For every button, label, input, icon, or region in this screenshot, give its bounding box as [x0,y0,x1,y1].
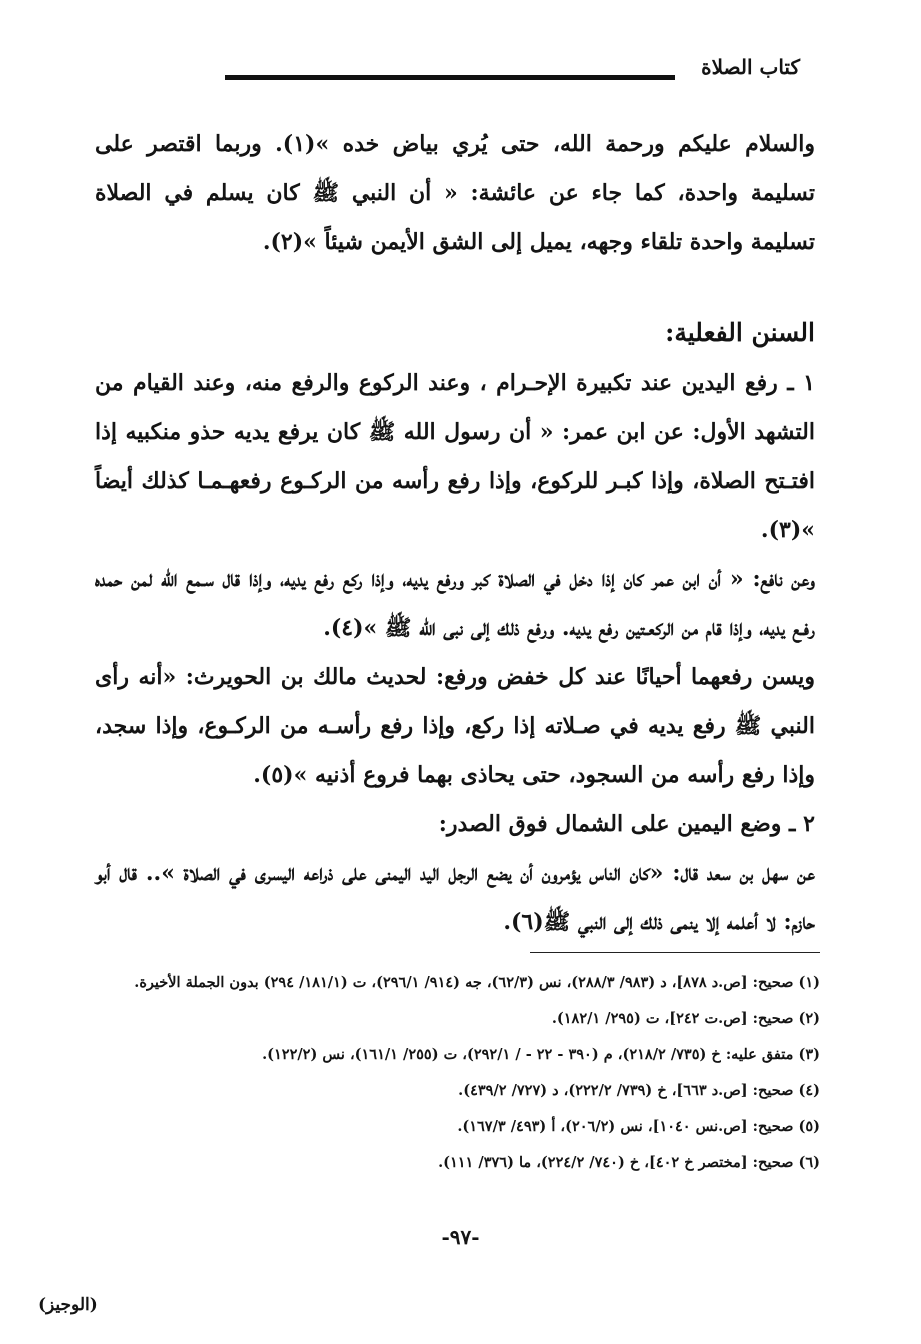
page-number: -٩٧- [441,1225,480,1249]
main-text [95,120,815,947]
paragraph: والسلام عليكم ورحمة الله، حتى يُري بياض خده »(١). وربما اقتصر على تسليمة واحدة، كما جاء عن عائشة: « أن النبي ﷺ كان يسلم في الصلاة تسليمة واحدة تلقاء وجهه، يميل إلى الشق الأيمن شيئاً »(٢). [95,131,815,255]
book-name: (الوجيز) [38,1295,98,1315]
paragraph: ويسن رفعهما أحيانًا عند كل خفض ورفع: لحديث مالك بن الحويرث: «أنه رأى النبي ﷺ رفع يديه في صـلاته إذا ركع، وإذا رفع رأسـه من الركـوع، وإذا سجد، وإذا رفع رأسه من السجود، حتى يحاذى بهما فروع أذنيه »(٥). [95,664,815,788]
header-rule [225,75,675,80]
footnote: (٥) صحيح: [ص.نس ١٠٤٠]، نس (٢٠٦/٢)، أ (٤٩٣/ ١٦٧/٣). [457,1118,820,1135]
footnote: (٦) صحيح: [مختصر خ ٤٠٢]، خ (٧٤٠/ ٢٢٤/٢)، ما (٣٧٦/ ١١١). [438,1154,820,1171]
footnotes [95,965,820,1181]
paragraph: ٢ ـ وضع اليمين على الشمال فوق الصدر: [438,811,815,837]
footnote: (١) صحيح: [ص.د ٨٧٨]، د (٩٨٣/ ٢٨٨/٣)، نس (٦٢/٣)، جه (٩١٤/ ٢٩٦/١)، ت (١٨١/١/ ٢٩٤) بدون الجملة الأخيرة. [134,974,820,991]
section-heading: السنن الفعلية: [665,318,815,347]
paragraph: وعن نافع: « أن ابن عمر كان إذا دخل في الصلاة كبر ورفع يديه، وإذا ركع رفع يديه، وإذا قال سـمع الله لمن حمده رفـع يديه، وإذا قام من الركعـتين رفع يديه. ورفع ذلك إلى نبى الله ﷺ »(٤). [95,566,815,641]
section-gap [95,267,815,307]
running-header [70,55,800,85]
footnote: (٣) متفق عليه: خ (٧٣٥/ ٢١٨/٢)، م (٣٩٠ - ٢٢ - / ٢٩٢/١)، ت (٢٥٥/ ١٦١/١)، نس (١٢٢/٢). [262,1046,820,1063]
footnote: (٤) صحيح: [ص.د ٦٦٣]، خ (٧٣٩/ ٢٢٢/٢)، د (٧٢٧/ ٤٣٩/٢). [458,1082,820,1099]
chapter-title: كتاب الصلاة [701,55,800,79]
footnote-separator [530,952,820,953]
paragraph: عن سهل بن سعد قال: «كان الناس يؤمرون أن يضع الرجل اليد اليمنى على ذراعه اليسرى في الصلاة ».. قال أبو حازم: لا أعلمه إلا ينمى ذلك إلى النبي ﷺ(٦). [95,860,815,935]
footnote: (٢) صحيح: [ص.ت ٢٤٢]، ت (٢٩٥/ ١٨٢/١). [551,1010,820,1027]
paragraph: ١ ـ رفع اليدين عند تكبيرة الإحـرام ، وعند الركوع والرفع منه، وعند القيام من التشهد الأول: عن ابن عمر: « أن رسول الله ﷺ كان يرفع يديه حذو منكبيه إذا افتـتح الصلاة، وإذا كبـر للركوع، وإذا رفع رأسه من الركـوع رفعهـمـا كذلك أيضاً »(٣). [95,370,815,543]
